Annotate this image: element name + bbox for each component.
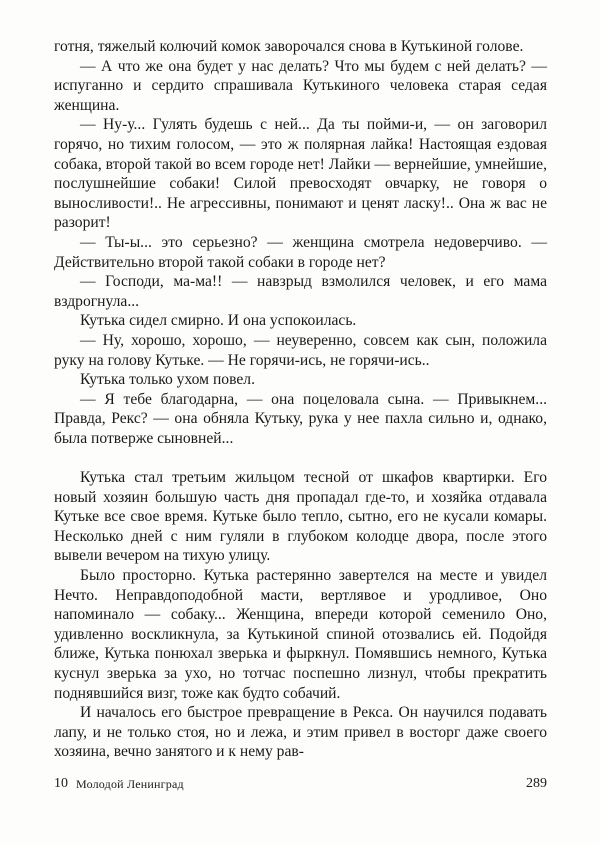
paragraph: — Ну-у... Гулять будешь с ней... Да ты пойми-и, — он заговорил горячо, но тихим голосом, — это ж полярная лайка! Настоящая ездовая собака, второй такой во всем городе нет! Лайки — вернейшие, умнейшие, послушнейшие собаки! Силой превосходят овчарку, не говоря о выносливости!.. Не агрессивны, понимают и ценят ласку!.. Она ж вас не разорит!: [54, 116, 547, 232]
signature-title: Молодой Ленинград: [76, 777, 184, 791]
paragraph: — Я тебе благодарна, — она поцеловала сына. — Привыкнем... Правда, Рекс? — она обняла Кутьку, рука у нее пахла сильно и, однако, была потверже сыновней...: [54, 390, 547, 447]
paragraph: — А что же она будет у нас делать? Что мы будем с ней делать? — испуганно и сердито спрашивала Кутькиного человека старая седая женщина.: [54, 57, 547, 114]
paragraph: — Ну, хорошо, хорошо, — неуверенно, совсем как сын, положила руку на голову Кутьке. — Не горячи-ись, не горячи-ись..: [54, 331, 547, 369]
paragraph: И началось его быстрое превращение в Рекса. Он научился подавать лапу, и не только стоя, но и лежа, и этим привел в восторг даже своего хозяина, вечно занятого и к нему рав-: [54, 704, 547, 761]
paragraph: Кутька только ухом повел.: [80, 371, 255, 389]
paragraph: — Ты-ы... это серьезно? — женщина смотрела недоверчиво. — Действительно второй такой собаки в городе нет?: [54, 233, 547, 271]
page-footer: [54, 776, 547, 796]
signature-number: 10: [54, 776, 68, 791]
page-number: 289: [526, 776, 547, 791]
paragraph: — Господи, ма-ма!! — навзрыд взмолился человек, и его мама вздрогнула...: [54, 273, 547, 310]
paragraph: готня, тяжелый колючий комок заворочался снова в Кутькиной голове.: [54, 38, 524, 55]
text-section-2: [54, 468, 547, 762]
paragraph: Кутька стал третьим жильцом тесной от шкафов квартирки. Его новый хозяин большую часть дня пропадал где-то, и хозяйка отдавала Кутьке все свое время. Кутьке было тепло, сытно, его не кусали комары. Несколько дней с ним гуляли в глубоком колодце двора, после этого вывели вечером на тихую улицу.: [54, 469, 547, 565]
paragraph: Было просторно. Кутька растерянно завертелся на месте и увидел Нечто. Неправдоподобной масти, вертлявое и уродливое, Оно напоминало — собаку... Женщина, впереди которой семенило Оно, удивленно воскликнула, за Кутькиной спиной отозвались ей. Подойдя ближе, Кутька понюхал зверька и фыркнул. Помявшись немного, Кутька куснул зверька за ухо, но тотчас поспешно лизнул, чтобы прекратить поднявшийся визг, тоже как будто собачий.: [54, 566, 547, 702]
text-section-1: [54, 37, 547, 448]
paragraph: Кутька сидел смирно. И она успокоилась.: [80, 312, 357, 330]
